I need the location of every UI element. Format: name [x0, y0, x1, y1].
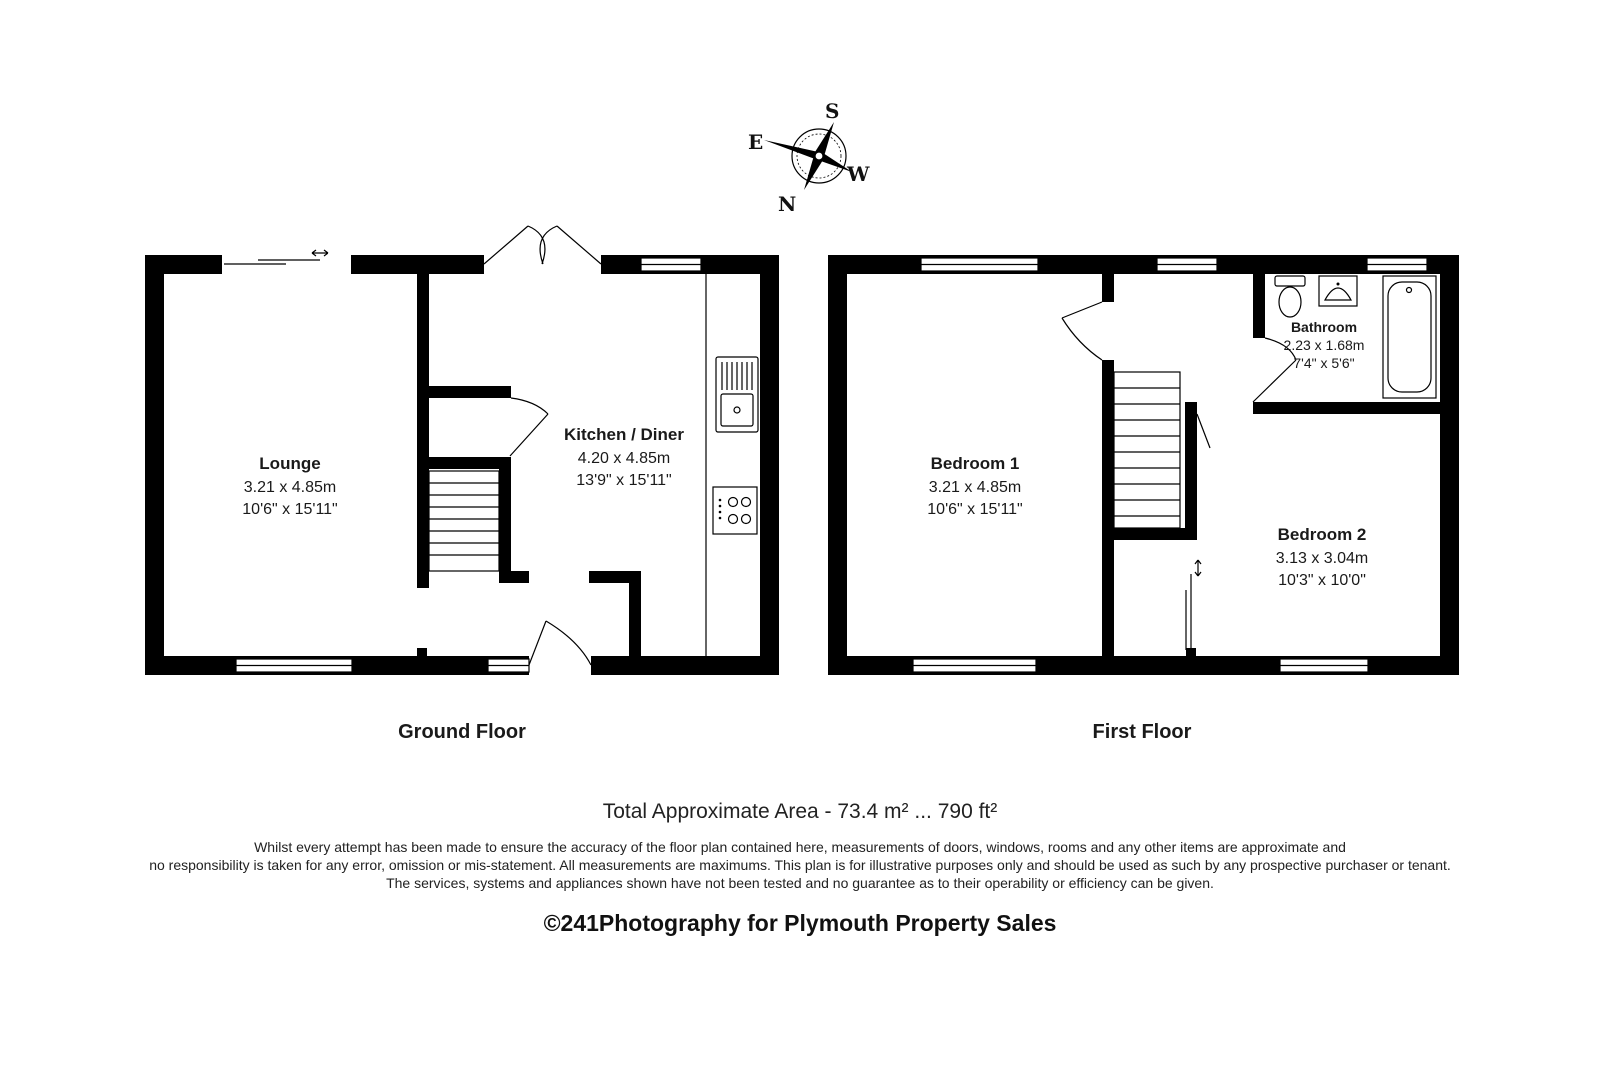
- wall: [828, 255, 847, 675]
- french-door: [484, 226, 528, 264]
- bedroom-1-imperial: 10'6" x 15'11": [927, 501, 1023, 518]
- disclaimer-line: no responsibility is taken for any error, omission or mis-statement. All measurements are maximums. This plan is for illustrative purposes only and should be used as such by any prospective purchaser or tenant.: [149, 857, 1451, 873]
- total-area: Total Approximate Area - 73.4 m² ... 790 ft²: [602, 800, 998, 823]
- wall: [1253, 402, 1453, 414]
- hob-icon: [713, 487, 757, 534]
- ground-floor-label: Ground Floor: [398, 721, 526, 743]
- bedroom-2-door: [1197, 414, 1210, 448]
- front-door: [529, 621, 546, 665]
- wall: [417, 270, 429, 588]
- staircase: [429, 471, 499, 571]
- wall: [1102, 360, 1114, 660]
- wall: [1185, 402, 1197, 540]
- wall: [1440, 255, 1459, 675]
- bathroom-imperial: 7'4" x 5'6": [1293, 355, 1355, 371]
- staircase: [1114, 372, 1180, 528]
- compass-east-label: E: [748, 130, 764, 154]
- bathroom-metric: 2.23 x 1.68m: [1283, 337, 1365, 353]
- wall: [1253, 270, 1265, 338]
- disclaimer: [0, 838, 1600, 892]
- wall: [499, 571, 529, 583]
- sink-icon: [716, 357, 758, 432]
- compass-west-label: W: [847, 162, 870, 186]
- credit: ©241Photography for Plymouth Property Sales: [543, 910, 1057, 936]
- bedroom-2-metric: 3.13 x 3.04m: [1275, 550, 1369, 567]
- lounge-imperial: 10'6" x 15'11": [242, 501, 338, 518]
- compass-south-label: S: [825, 99, 840, 123]
- first-floor-label: First Floor: [1092, 721, 1192, 743]
- wall: [629, 571, 641, 666]
- compass: [748, 99, 870, 216]
- bedroom-1-door: [1062, 302, 1102, 318]
- wall: [1114, 528, 1197, 540]
- slide-arrow-icon: [1195, 560, 1201, 576]
- wall: [1253, 402, 1265, 414]
- slide-arrow-icon: [312, 250, 328, 256]
- first-floor-plan: [828, 255, 1459, 743]
- wall: [760, 255, 779, 675]
- wall: [591, 656, 779, 675]
- bedroom-2-name: Bedroom 2: [1277, 525, 1367, 544]
- kitchen-diner-imperial: 13'9" x 15'11": [576, 472, 672, 489]
- lounge-name: Lounge: [259, 454, 321, 473]
- wall: [1102, 270, 1114, 302]
- compass-north-label: N: [778, 192, 797, 216]
- wall: [417, 457, 511, 469]
- lounge-metric: 3.21 x 4.85m: [243, 479, 337, 496]
- bedroom-1-name: Bedroom 1: [930, 454, 1020, 473]
- disclaimer-line: Whilst every attempt has been made to ensure the accuracy of the floor plan contained here, measurements of doors, windows, rooms and any other items are approximate and: [254, 839, 1346, 855]
- toilet-icon: [1275, 276, 1305, 317]
- bathroom-name: Bathroom: [1290, 319, 1358, 335]
- bedroom-1-metric: 3.21 x 4.85m: [928, 479, 1022, 496]
- bedroom-2-imperial: 10'3" x 10'0": [1278, 572, 1366, 589]
- basin-icon: [1319, 276, 1357, 306]
- cupboard-door: [510, 414, 548, 456]
- kitchen-diner-metric: 4.20 x 4.85m: [577, 450, 671, 467]
- wall: [417, 648, 427, 658]
- wall: [499, 457, 511, 583]
- wall: [417, 386, 511, 398]
- wall: [145, 255, 164, 675]
- disclaimer-line: The services, systems and appliances shown have not been tested and no guarantee as to their operability or efficiency can be given.: [386, 875, 1214, 891]
- compass-needle-east: [764, 140, 823, 159]
- ground-floor-plan: [145, 226, 779, 743]
- bathtub-icon: [1383, 276, 1436, 398]
- bathroom-door: [1253, 360, 1296, 402]
- kitchen-diner-name: Kitchen / Diner: [564, 425, 684, 444]
